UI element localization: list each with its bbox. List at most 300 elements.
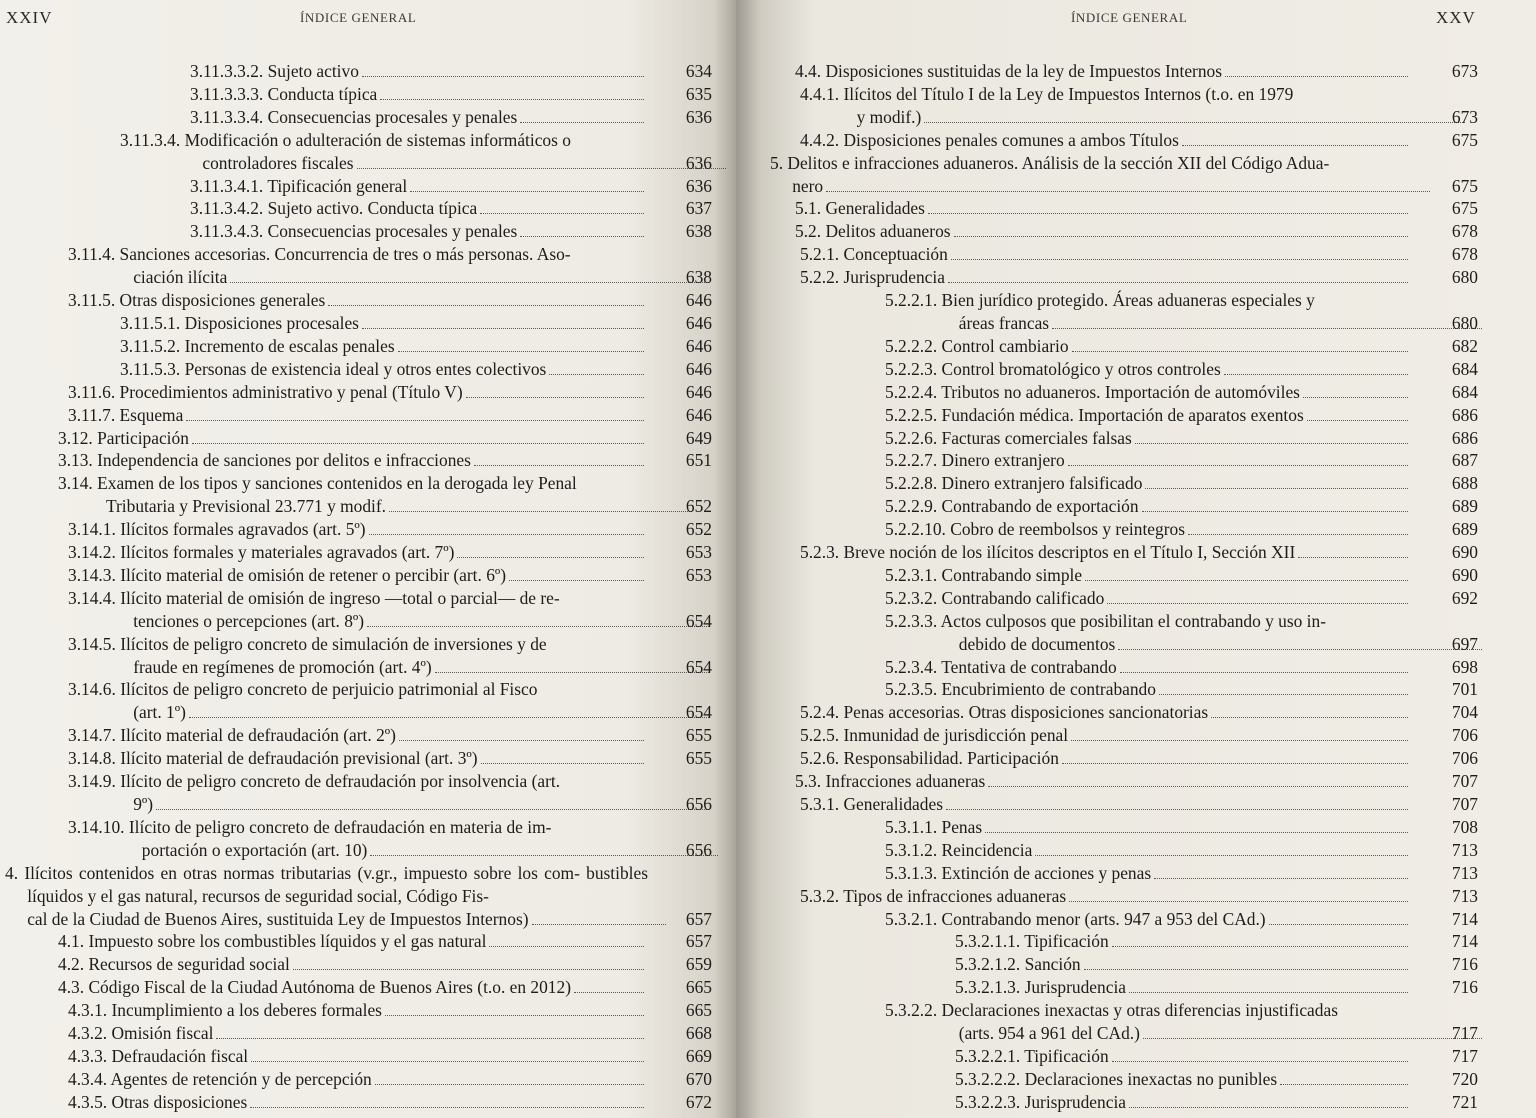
toc-entry-text [58, 953, 290, 976]
toc-entry[interactable] [736, 610, 1506, 656]
dot-leader [1072, 351, 1408, 352]
toc-entry-number: 5.2.2. [800, 267, 840, 288]
toc-entry-text [800, 266, 945, 289]
toc-entry-title: Encubrimiento de contrabando [941, 679, 1156, 700]
toc-entry-title: Contrabando de exportación [941, 496, 1139, 517]
toc-entry-line [885, 404, 1412, 427]
toc-entry-title-continued: portación o exportación (art. 10) [141, 839, 368, 860]
toc-entry-number: 3.11.5.1. [120, 312, 181, 333]
dot-leader [1135, 443, 1408, 444]
toc-entry-line [955, 1045, 1412, 1068]
dot-leader [398, 351, 644, 352]
toc-entry[interactable] [736, 1045, 1506, 1068]
page-number: XXV [1436, 8, 1476, 27]
dot-leader [1307, 420, 1408, 421]
toc-entry[interactable] [736, 60, 1506, 83]
dot-leader [928, 213, 1408, 214]
dot-leader [924, 122, 1464, 123]
toc-entry-line [68, 747, 648, 770]
toc-page-number: 706 [1451, 748, 1478, 769]
toc-page-number: 689 [1451, 519, 1478, 540]
toc-entry-last-line [959, 633, 1486, 656]
dot-leader [189, 717, 709, 718]
toc-entry[interactable] [0, 541, 712, 564]
toc-entry[interactable] [736, 1068, 1506, 1091]
toc-page-number: 636 [685, 152, 712, 173]
dot-leader [574, 992, 644, 993]
dot-leader [1068, 465, 1408, 466]
toc-page-number: 654 [685, 702, 712, 723]
toc-entry-text [68, 724, 396, 747]
toc-entry-title: Tipos de infracciones aduaneras [843, 885, 1067, 906]
dot-leader [1143, 1038, 1482, 1039]
toc-entry-number: 3.11.3.3.2. [190, 61, 264, 81]
toc-entry-line [190, 60, 648, 83]
toc-entry-title: Delitos aduaneros [825, 221, 951, 242]
dot-leader [1107, 603, 1408, 604]
dot-leader [988, 786, 1408, 787]
toc-entry[interactable] [736, 999, 1506, 1045]
toc-entry[interactable] [0, 106, 712, 129]
toc-entry-title: Dinero extranjero [941, 450, 1065, 471]
toc-entry-number: 5.2.6. [800, 748, 840, 769]
toc-entry[interactable] [736, 747, 1506, 770]
toc-entry-text [885, 518, 1185, 541]
dot-leader [385, 1015, 644, 1016]
dot-leader [457, 557, 644, 558]
toc-entry[interactable] [0, 816, 712, 862]
toc-entry-number: 4.3.3. [68, 1045, 108, 1066]
toc-entry-line [885, 908, 1412, 931]
toc-page-number: 717 [1451, 1023, 1478, 1044]
dot-leader [1052, 328, 1482, 329]
toc-entry[interactable] [0, 129, 712, 175]
toc-entry-number: 3.11.5.2. [120, 335, 181, 356]
toc-page-number: 668 [685, 1023, 712, 1044]
toc-entry-number: 5.3.2.2.1. [955, 1045, 1021, 1066]
toc-entry[interactable] [0, 312, 712, 335]
toc-entry-line [795, 220, 1412, 243]
toc-page-number: 708 [1451, 816, 1478, 837]
toc-entry-title: Jurisprudencia [843, 267, 945, 288]
toc-entry[interactable] [736, 885, 1506, 908]
toc-entry[interactable] [0, 335, 712, 358]
toc-entry[interactable] [736, 541, 1506, 564]
toc-entry-text [955, 930, 1109, 953]
toc-entry-number: 4.1. [58, 931, 85, 952]
toc-entry-number: 3.14.10. [68, 816, 125, 837]
toc-entry-title: Generalidades [825, 198, 925, 219]
toc-entry-title: Personas de existencia ideal y otros entes colectivos [184, 358, 547, 379]
toc-entry-last-line [142, 839, 722, 862]
dot-leader [1224, 374, 1408, 375]
toc-entry[interactable] [736, 862, 1506, 885]
toc-entry-line [795, 197, 1412, 220]
dot-leader [1182, 145, 1408, 146]
toc-entry-title: Esquema [119, 404, 184, 425]
toc-entry[interactable] [0, 289, 712, 312]
toc-entry[interactable] [736, 587, 1506, 610]
toc-page-number: 706 [1451, 725, 1478, 746]
toc-entry-title-continued: (art. 1º) [133, 702, 186, 723]
toc-entry[interactable] [0, 243, 712, 289]
toc-page-number: 714 [1451, 931, 1478, 952]
toc-entry[interactable] [736, 289, 1506, 335]
toc-entry-number: 3.11.5.3. [120, 358, 181, 379]
toc-entry[interactable] [736, 564, 1506, 587]
toc-entry-title: Contrabando simple [941, 564, 1083, 585]
toc-entry-text [120, 358, 546, 381]
page-number: XXIV [6, 8, 53, 27]
dot-leader [946, 809, 1408, 810]
dot-leader [826, 191, 1430, 192]
toc-entry-number: 3.14.3. [68, 564, 116, 585]
toc-entry[interactable] [736, 793, 1506, 816]
toc-entry-text [885, 678, 1156, 701]
toc-entry-title: Procedimientos administrativo y penal (Título V) [119, 381, 463, 402]
toc-entry[interactable] [736, 770, 1506, 793]
dot-leader [328, 305, 644, 306]
running-head: ÍNDICE GENERAL [1071, 10, 1188, 25]
toc-entry[interactable] [0, 83, 712, 106]
toc-entry[interactable] [0, 747, 712, 770]
toc-entry-title-continued: y modif.) [856, 106, 922, 127]
toc-page-number: 665 [685, 977, 712, 998]
toc-page-number: 716 [1451, 977, 1478, 998]
dot-leader [520, 122, 644, 123]
toc-entry-number: 5.2.1. [800, 244, 840, 265]
toc-entry-number: 4. [5, 862, 19, 883]
toc-entry[interactable] [736, 427, 1506, 450]
toc-entry-title: Independencia de sanciones por delitos e infracciones [97, 450, 471, 471]
toc-entry-text [795, 770, 985, 793]
toc-entry-line [68, 404, 648, 427]
toc-entry-title: Disposiciones procesales [184, 312, 359, 333]
toc-entry-line [885, 678, 1412, 701]
toc-entry[interactable] [0, 404, 712, 427]
dot-leader [480, 213, 644, 214]
toc-entry-title-continued: debido de documentos [958, 633, 1116, 654]
toc-entry-number: 5.2.2.8. [885, 473, 938, 494]
toc-entry-number: 5.2.3.5. [885, 679, 938, 700]
toc-entry[interactable] [736, 358, 1506, 381]
toc-page-number: 692 [1451, 587, 1478, 608]
toc-entry-text [885, 816, 982, 839]
toc-entry[interactable] [0, 60, 712, 83]
dot-leader [1303, 397, 1408, 398]
toc-entry[interactable] [0, 427, 712, 450]
toc-entry-number: 3.14.9. [68, 771, 116, 792]
toc-entry-number: 4.4. [795, 61, 822, 81]
dot-leader [251, 1061, 644, 1062]
toc-entry-line [58, 930, 648, 953]
toc-entry[interactable] [0, 1045, 712, 1068]
toc-entry[interactable] [736, 197, 1506, 220]
toc-page-number: 701 [1451, 679, 1478, 700]
toc-entry-number: 3.11.3.3.4. [190, 106, 264, 127]
toc-entry-text [736, 999, 1412, 1022]
toc-entry-text [68, 289, 325, 312]
toc-entry[interactable] [736, 1091, 1506, 1114]
dot-leader [1069, 901, 1408, 902]
toc-page-number: 655 [685, 725, 712, 746]
toc-entry-title: Ilícito de peligro concreto de defraudación por insolvencia (art. [120, 771, 561, 792]
toc-page-number: 653 [685, 542, 712, 563]
toc-entry-number: 5.2.4. [800, 702, 840, 723]
toc-entry-line [68, 381, 648, 404]
toc-entry-number: 3.14.5. [68, 633, 116, 654]
toc-entry-text [800, 541, 1295, 564]
toc-entry-title: Conducta típica [267, 83, 378, 104]
toc-page-number: 672 [685, 1091, 712, 1112]
toc-page-number: 686 [1451, 427, 1478, 448]
toc-entry[interactable] [0, 518, 712, 541]
toc-entry-title: Sujeto activo. Conducta típica [267, 198, 478, 219]
toc-entry-text [58, 427, 189, 450]
toc-entry[interactable] [736, 404, 1506, 427]
toc-entry-text [68, 541, 454, 564]
toc-entry[interactable] [736, 152, 1506, 198]
toc-entry[interactable] [0, 197, 712, 220]
dot-leader [192, 443, 644, 444]
toc-entry-line [800, 793, 1412, 816]
toc-entry-number: 5.2.2.1. [885, 290, 938, 311]
toc-entry-text [885, 472, 1142, 495]
dot-leader [1035, 855, 1408, 856]
toc-entry[interactable] [0, 220, 712, 243]
toc-page-number: 638 [685, 221, 712, 242]
toc-entry-number: 5.2.2.2. [885, 335, 938, 356]
toc-entry-text [68, 747, 478, 770]
toc-entry-line [190, 220, 648, 243]
toc-entry-line [68, 289, 648, 312]
toc-entry[interactable] [0, 472, 712, 518]
toc-page-number: 707 [1451, 794, 1478, 814]
toc-entry-number: 3.11.6. [68, 381, 116, 402]
toc-entry-title: Examen de los tipos y sanciones contenidos en la derogada ley Penal [97, 473, 577, 494]
toc-entry-title: Penas [941, 816, 983, 837]
toc-entry-text [800, 885, 1066, 908]
toc-entry-text [120, 335, 395, 358]
toc-page-number: 713 [1451, 839, 1478, 860]
dot-leader [1211, 717, 1408, 718]
toc-page-number: 673 [1451, 61, 1478, 81]
toc-entry-title: Ilícito de peligro concreto de defraudación en materia de im- [128, 816, 552, 837]
toc-entry[interactable] [0, 862, 712, 931]
toc-entry-number: 4.2. [58, 954, 85, 975]
toc-entry[interactable] [0, 999, 712, 1022]
toc-entry-line [955, 953, 1412, 976]
toc-entry[interactable] [736, 472, 1506, 495]
toc-entry-title: Declaraciones inexactas y otras diferencias injustificadas [941, 1000, 1338, 1021]
toc-entry-line [955, 1068, 1412, 1091]
toc-page-number: 704 [1451, 702, 1478, 723]
toc-entry[interactable] [736, 656, 1506, 679]
toc-entry[interactable] [736, 266, 1506, 289]
toc-entry-last-line [959, 1022, 1486, 1045]
toc-page-number: 721 [1451, 1091, 1478, 1112]
toc-entry-number: 5.2.5. [800, 725, 840, 746]
toc-entry-text [885, 839, 1032, 862]
toc-page-number: 636 [685, 106, 712, 127]
toc-entry-line [955, 976, 1412, 999]
toc-entry[interactable] [736, 678, 1506, 701]
toc-entry-text [800, 747, 1059, 770]
toc-entry[interactable] [736, 129, 1506, 152]
toc-entry[interactable] [0, 930, 712, 953]
toc-page-number: 673 [1451, 106, 1478, 127]
toc-entry-title: Incumplimiento a los deberes formales [111, 1000, 382, 1021]
toc-entry-text [68, 381, 463, 404]
toc-entry-title: Incremento de escalas penales [184, 335, 395, 356]
toc-entry-title: Penas accesorias. Otras disposiciones sancionatorias [843, 702, 1209, 723]
toc-entry-text [885, 381, 1300, 404]
toc-entry-title: Delitos e infracciones aduaneros. Análisis de la sección XII del Código Adua- [787, 152, 1330, 173]
toc-entry[interactable] [0, 1022, 712, 1045]
toc-entry-title-continued: controladores fiscales [202, 152, 354, 173]
toc-entry[interactable] [0, 953, 712, 976]
toc-entry[interactable] [0, 175, 712, 198]
toc-entry[interactable] [736, 449, 1506, 472]
toc-entry-number: 3.14.1. [68, 519, 116, 540]
toc-entry-text [736, 152, 1412, 175]
toc-list [0, 60, 712, 1114]
toc-entry-number: 4.3.2. [68, 1023, 108, 1044]
dot-leader [1188, 534, 1408, 535]
toc-entry[interactable] [736, 839, 1506, 862]
toc-entry-title-continued: (arts. 954 a 961 del CAd.) [958, 1023, 1140, 1044]
toc-entry[interactable] [736, 816, 1506, 839]
toc-entry[interactable] [736, 83, 1506, 129]
dot-leader [1129, 1107, 1408, 1108]
toc-entry[interactable] [0, 564, 712, 587]
toc-entry-text [885, 495, 1139, 518]
toc-page-number: 646 [685, 335, 712, 356]
toc-entry-line [190, 83, 648, 106]
toc-entry[interactable] [736, 518, 1506, 541]
dot-leader [951, 259, 1408, 260]
toc-entry-last-line [857, 106, 1469, 129]
toc-entry[interactable] [736, 335, 1506, 358]
toc-page-number: 678 [1451, 221, 1478, 242]
toc-entry-title: Participación [97, 427, 189, 448]
toc-entry-number: 5.2.3.2. [885, 587, 938, 608]
dot-leader [1154, 878, 1408, 879]
toc-entry-text [736, 83, 1412, 106]
toc-entry[interactable] [736, 953, 1506, 976]
toc-entry[interactable] [736, 220, 1506, 243]
toc-entry-number: 5.2. [795, 221, 822, 242]
toc-entry[interactable] [0, 976, 712, 999]
toc-entry-text [190, 106, 517, 129]
toc-page-number: 646 [685, 290, 712, 311]
toc-page-number: 675 [1451, 129, 1478, 150]
toc-entry[interactable] [0, 1091, 712, 1114]
toc-entry-line [885, 358, 1412, 381]
toc-entry-number: 3.11.3.4.2. [190, 198, 264, 219]
toc-entry[interactable] [0, 633, 712, 679]
toc-entry-line [800, 885, 1412, 908]
toc-entry-last-line [106, 495, 696, 518]
toc-entry[interactable] [736, 976, 1506, 999]
toc-entry-number: 3.14. [58, 473, 93, 494]
toc-page-number: 682 [1451, 335, 1478, 356]
toc-entry-text [190, 220, 517, 243]
toc-page-number: 651 [685, 450, 712, 471]
dot-leader [481, 763, 644, 764]
toc-entry-line [800, 129, 1412, 152]
toc-entry[interactable] [736, 495, 1506, 518]
toc-page-number: 697 [1451, 633, 1478, 654]
toc-entry-title: Modificación o adulteración de sistemas informáticos o [184, 129, 571, 150]
toc-entry-number: 3.14.4. [68, 587, 116, 608]
toc-page-number: 665 [685, 1000, 712, 1021]
toc-entry-text [885, 862, 1151, 885]
toc-entry[interactable] [0, 770, 712, 816]
dot-leader [1062, 763, 1408, 764]
dot-leader [1129, 992, 1408, 993]
toc-entry-number: 3.11.5. [68, 290, 116, 311]
toc-entry-line [120, 358, 648, 381]
dot-leader [399, 740, 644, 741]
toc-entry-title: Contrabando menor (arts. 947 a 953 del CAd.) [941, 908, 1266, 929]
toc-entry-title-continued: 9º) [133, 794, 154, 814]
toc-entry-text [0, 587, 648, 610]
toc-entry-text [885, 908, 1266, 931]
toc-entry[interactable] [736, 701, 1506, 724]
toc-entry-line [68, 518, 648, 541]
toc-entry-text [190, 60, 359, 83]
toc-entry-line [885, 427, 1412, 450]
toc-entry[interactable] [736, 908, 1506, 931]
toc-page-number: 653 [685, 564, 712, 585]
toc-entry[interactable] [736, 243, 1506, 266]
toc-entry[interactable] [0, 449, 712, 472]
toc-entry-text [58, 449, 471, 472]
toc-entry-title: Otras disposiciones [111, 1091, 248, 1112]
toc-entry[interactable] [0, 1068, 712, 1091]
toc-page-number: 675 [1451, 175, 1478, 196]
toc-page-number: 646 [685, 358, 712, 379]
toc-page-number: 652 [685, 496, 712, 517]
toc-page-number: 684 [1451, 381, 1478, 402]
toc-entry-text [58, 976, 571, 999]
toc-page-number: 690 [1451, 564, 1478, 585]
toc-page-number: 637 [685, 198, 712, 219]
toc-entry-number: 5.2.2.5. [885, 404, 938, 425]
toc-entry[interactable] [0, 381, 712, 404]
toc-page-number: 657 [685, 931, 712, 952]
dot-leader [230, 282, 709, 283]
toc-page-number: 687 [1451, 450, 1478, 471]
toc-entry-line [885, 862, 1412, 885]
toc-entry-number: 3.11.3.4.1. [190, 175, 264, 196]
toc-entry-number: 5.2.2.3. [885, 358, 938, 379]
toc-entry-text [800, 129, 1179, 152]
toc-entry[interactable] [0, 724, 712, 747]
toc-entry[interactable] [736, 724, 1506, 747]
toc-entry[interactable] [736, 930, 1506, 953]
toc-page-number: 689 [1451, 496, 1478, 517]
toc-entry[interactable] [736, 381, 1506, 404]
toc-entry-number: 3.14.8. [68, 748, 116, 769]
toc-entry[interactable] [0, 587, 712, 633]
toc-entry-line [68, 541, 648, 564]
toc-entry-title-continued: nero [792, 175, 824, 196]
toc-entry[interactable] [0, 358, 712, 381]
dot-leader [156, 809, 709, 810]
toc-entry[interactable] [0, 678, 712, 724]
